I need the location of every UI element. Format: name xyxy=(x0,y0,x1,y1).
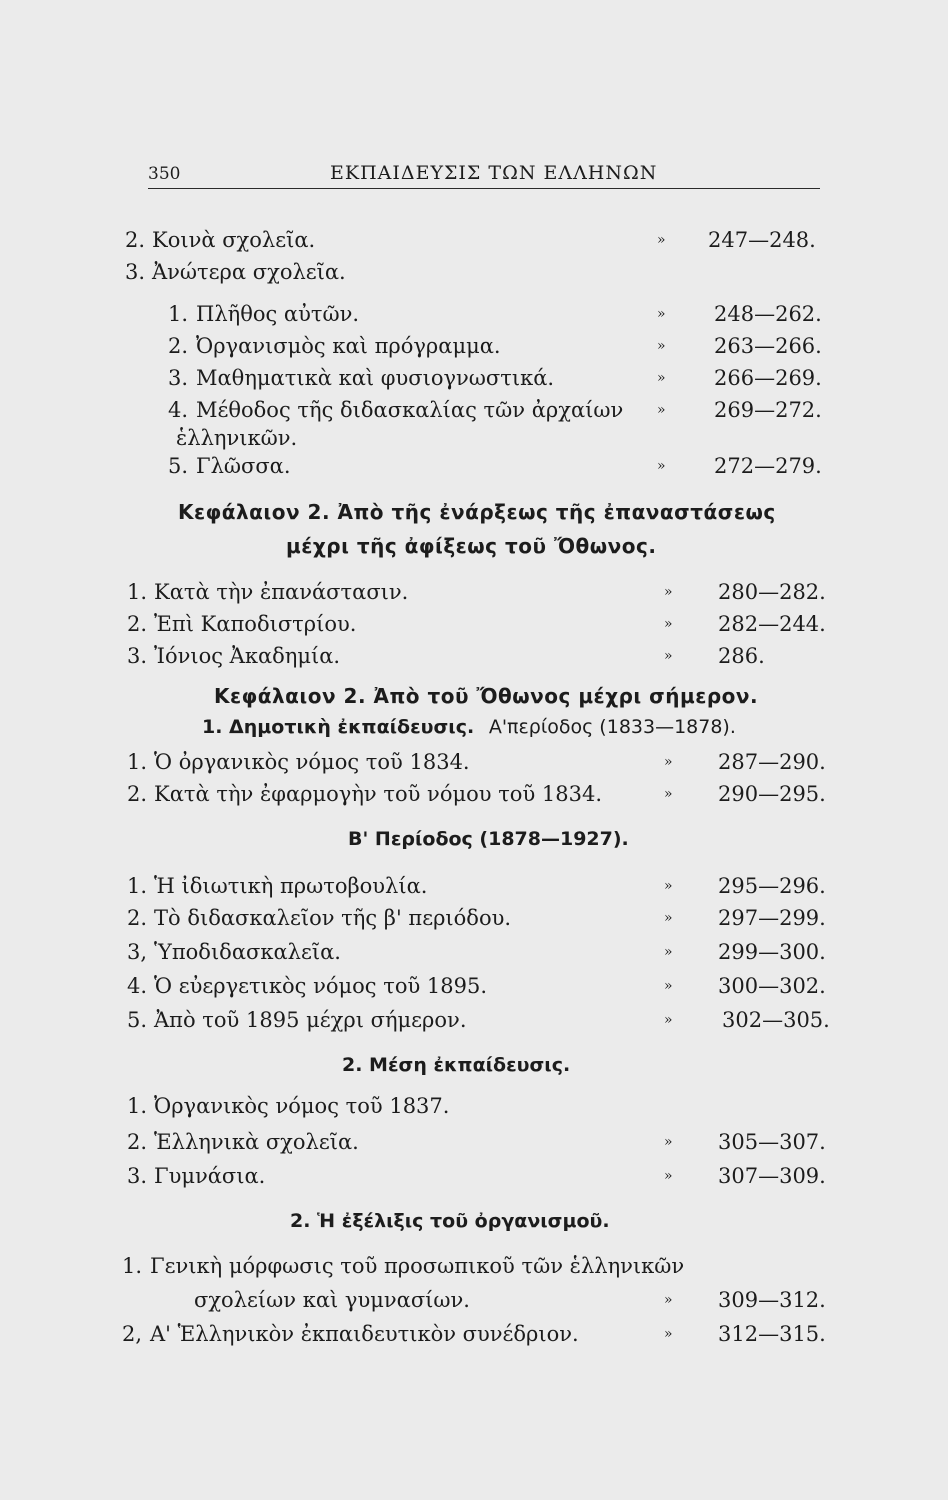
section-heading: 2. Ἡ ἐξέλιξις τοῦ ὀργανισμοῦ. xyxy=(290,1210,610,1232)
toc-entry: 2. Ὀργανισμὸς καὶ πρόγραμμα. » 263—266. xyxy=(168,334,822,358)
period-heading: Β' Περίοδος (1878—1927). xyxy=(348,828,629,850)
toc-entry: 2. Τὸ διδασκαλεῖον τῆς β' περιόδου. » 297—299. xyxy=(127,906,826,930)
toc-entry: 2. Ἐπὶ Καποδιστρίου. » 282—244. xyxy=(127,612,826,636)
chapter-heading: Κεφάλαιον 2. Ἀπὸ τῆς ἐνάρξεως τῆς ἐπαναστάσεως xyxy=(178,500,776,524)
toc-entry: 1. Πλῆθος αὐτῶν. » 248—262. xyxy=(168,302,822,326)
toc-entry: 2. Ἑλληνικὰ σχολεῖα. » 305—307. xyxy=(127,1130,826,1154)
running-header xyxy=(148,162,820,189)
toc-entry: 2. Κατὰ τὴν ἐφαρμογὴν τοῦ νόμου τοῦ 1834. » 290—295. xyxy=(127,782,826,806)
chapter-heading-cont: μέχρι τῆς ἀφίξεως τοῦ Ὄθωνος. xyxy=(286,534,657,558)
toc-entry: 3, Ὑποδιδασκαλεῖα. » 299—300. xyxy=(127,940,826,964)
toc-entry: 5. Ἀπὸ τοῦ 1895 μέχρι σήμερον. » 302—305. xyxy=(127,1008,830,1032)
toc-entry: 2, Α' Ἑλληνικὸν ἐκπαιδευτικὸν συνέδριον. » 312—315. xyxy=(122,1322,826,1346)
toc-entry: 3. Ἰόνιος Ἀκαδημία. » 286. xyxy=(127,644,765,668)
toc-entry-continuation: ἑλληνικῶν. xyxy=(176,426,298,450)
toc-entry: 1. Ὀργανικὸς νόμος τοῦ 1837. xyxy=(127,1094,450,1118)
toc-entry: 1. Κατὰ τὴν ἐπανάστασιν. » 280—282. xyxy=(127,580,826,604)
toc-entry: 3. Μαθηματικὰ καὶ φυσιογνωστικά. » 266—269. xyxy=(168,366,822,390)
toc-entry: 4. Μέθοδος τῆς διδασκαλίας τῶν ἀρχαίων » 269—272. xyxy=(168,398,822,422)
running-title: ΕΚΠΑΙΔΕΥΣΙΣ ΤΩΝ ΕΛΛΗΝΩΝ xyxy=(330,162,658,184)
toc-entry-continuation: σχολείων καὶ γυμνασίων. » 309—312. xyxy=(194,1288,826,1312)
toc-entry: 1. Ὁ ὀργανικὸς νόμος τοῦ 1834. » 287—290. xyxy=(127,750,826,774)
toc-entry: 4. Ὁ εὐεργετικὸς νόμος τοῦ 1895. » 300—302. xyxy=(127,974,826,998)
toc-entry: 1. Ἡ ἰδιωτικὴ πρωτοβουλία. » 295—296. xyxy=(127,874,826,898)
toc-entry: 5. Γλῶσσα. » 272—279. xyxy=(168,454,822,478)
toc-entry: 3. Γυμνάσια. » 307—309. xyxy=(127,1164,826,1188)
toc-entry: 2. Κοινὰ σχολεῖα. » 247—248. xyxy=(125,228,816,252)
chapter-heading: Κεφάλαιον 2. Ἀπὸ τοῦ Ὄθωνος μέχρι σήμερον. xyxy=(214,684,759,708)
section-heading: 1. Δημοτικὴ ἐκπαίδευσις. Α'περίοδος (1833—1878). xyxy=(202,716,736,738)
page-number: 350 xyxy=(148,164,181,184)
toc-entry: 3. Ἀνώτερα σχολεῖα. xyxy=(125,260,346,284)
section-heading: 2. Μέση ἐκπαίδευσις. xyxy=(342,1054,571,1076)
toc-entry: 1. Γενικὴ μόρφωσις τοῦ προσωπικοῦ τῶν ἑλληνικῶν xyxy=(122,1254,685,1278)
